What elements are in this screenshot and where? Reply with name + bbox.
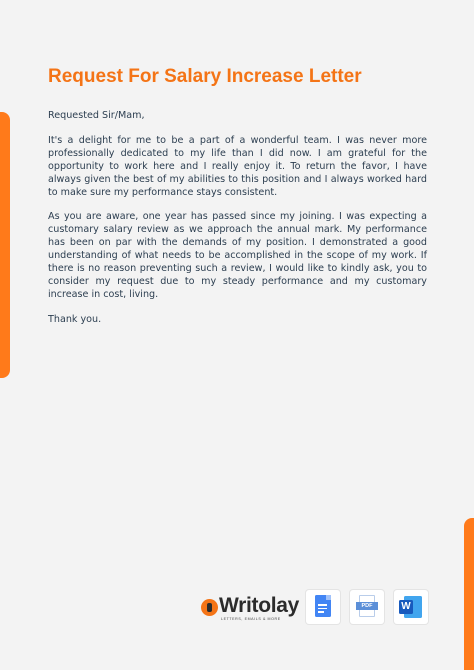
google-docs-sheet <box>315 595 331 617</box>
brand-tagline: LETTERS, EMAILS & MORE <box>221 617 281 621</box>
pdf-icon[interactable] <box>350 590 384 624</box>
left-accent-bar <box>0 112 10 378</box>
footer <box>0 590 474 626</box>
word-letter: W <box>399 600 413 614</box>
word-icon[interactable] <box>394 590 428 624</box>
paragraph-2: As you are aware, one year has passed since my joining. I was expecting a customary salary review as we approach the annual mark. My performance has been on par with the demands of my position. I demonstrated a good understanding of what needs to be accomplished in the scope of my work. If there is no reason preventing such a review, I would like to kindly ask, you to consider my request due to my steady performance and my customary increase in cost, living. <box>48 211 427 300</box>
brand-name: Writolay <box>219 594 300 617</box>
salutation: Requested Sir/Mam, <box>48 110 145 121</box>
letter-title: Request For Salary Increase Letter <box>48 66 362 87</box>
letter-body <box>48 110 427 327</box>
logo-mark-icon <box>201 599 218 616</box>
paragraph-1: It's a delight for me to be a part of a wonderful team. I was never more professionally dedicated to my life than I did now. I am grateful for the opportunity to work here and I really enjoy it. To return the favor, I have always given the best of my abilities to this position and I always worked hard to make sure my performance stays consistent. <box>48 134 427 198</box>
pdf-label: PDF <box>356 602 378 610</box>
closing: Thank you. <box>48 313 102 325</box>
google-docs-icon[interactable] <box>306 590 340 624</box>
